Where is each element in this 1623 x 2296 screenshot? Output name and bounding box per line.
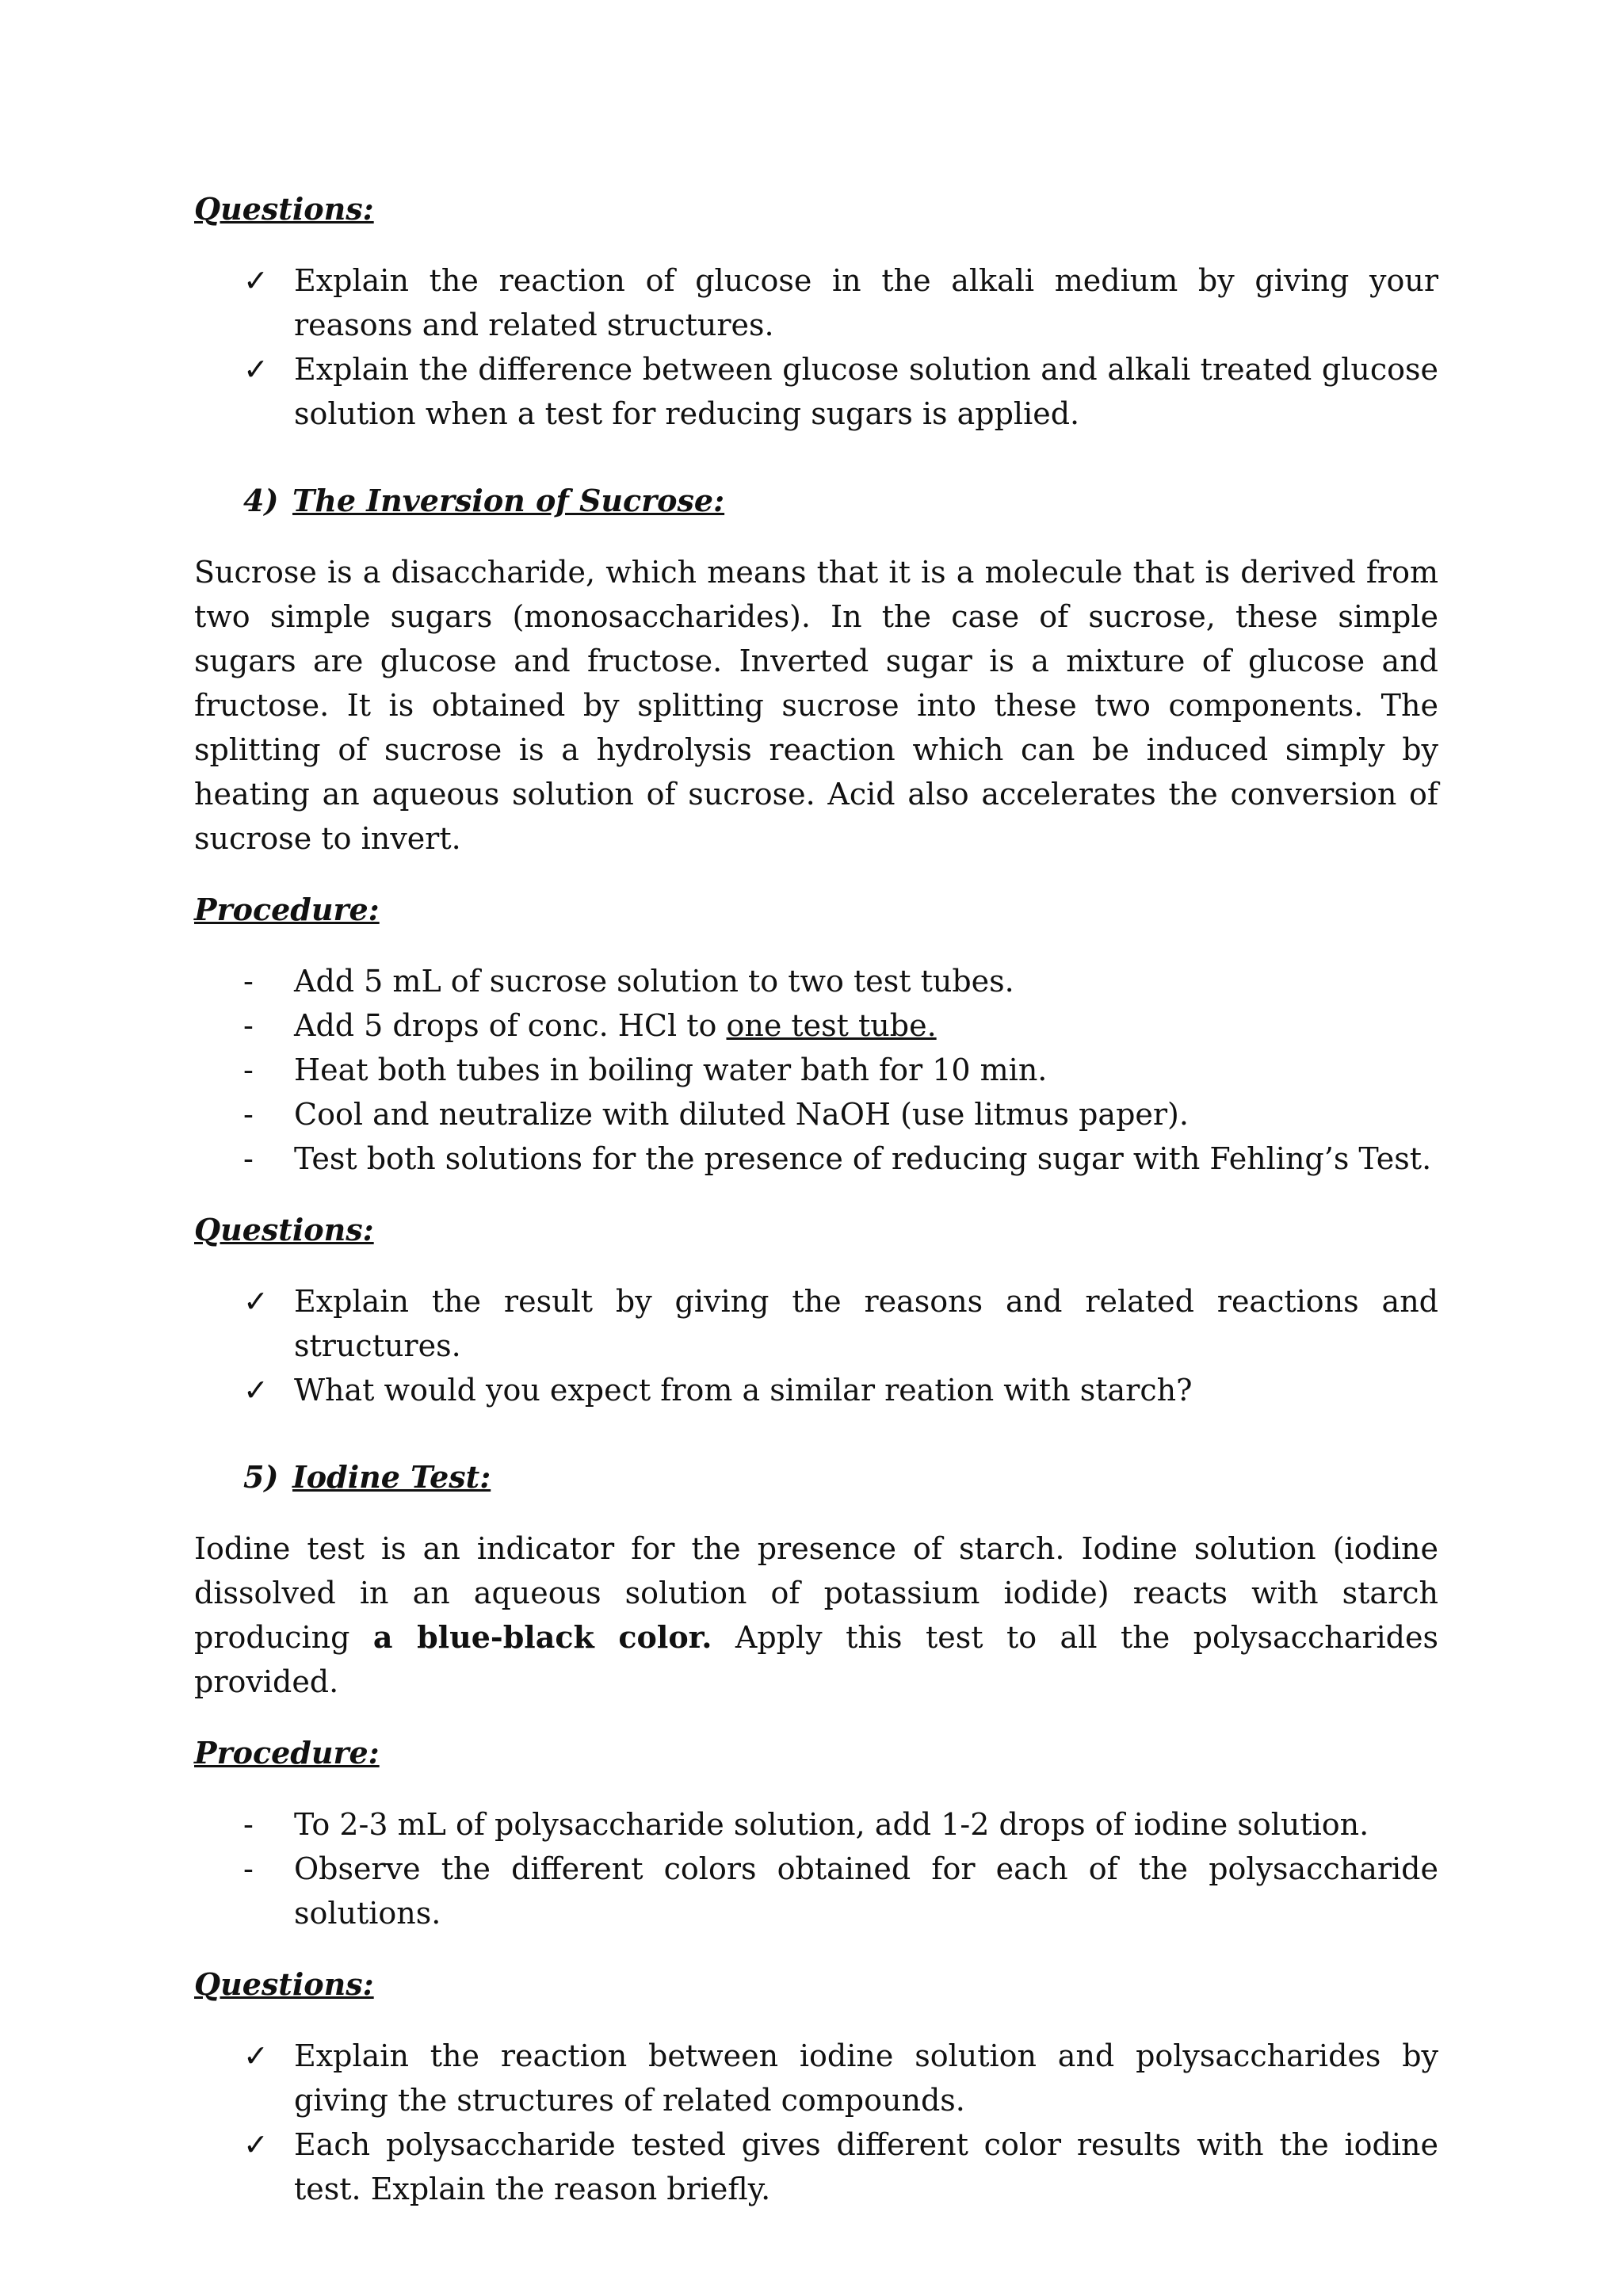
section-5-intro: Iodine test is an indicator for the presence of starch. Iodine solution (iodine dissolved in an aqueous solution of potassium iodide) reacts with starch producing a blue-black color. Apply this test to all the polysaccharides provided. xyxy=(194,1531,1438,1699)
list-item: ✓ Explain the difference between glucose solution and alkali treated glucose solution when a test for reducing sugars is applied. xyxy=(194,347,1438,436)
section-5-title: 5) Iodine Test: xyxy=(243,1459,491,1495)
dash-icon: - xyxy=(243,1851,254,1886)
section-4-title: 4) The Inversion of Sucrose: xyxy=(243,483,725,518)
check-icon: ✓ xyxy=(243,1284,269,1319)
list-item: - Add 5 mL of sucrose solution to two test tubes. xyxy=(194,959,1438,1003)
check-icon: ✓ xyxy=(243,263,269,298)
list-item: - Add 5 drops of conc. HCl to one test tube. xyxy=(194,1003,1438,1048)
list-item: - Heat both tubes in boiling water bath for 10 min. xyxy=(194,1048,1438,1092)
check-icon: ✓ xyxy=(243,352,269,387)
list-item: - Test both solutions for the presence of reducing sugar with Fehling’s Test. xyxy=(194,1137,1438,1181)
list-item: ✓ What would you expect from a similar reation with starch? xyxy=(194,1368,1438,1412)
procedure-list-5 xyxy=(194,1802,1438,1935)
dash-icon: - xyxy=(243,1807,254,1842)
questions-heading-1: Questions: xyxy=(194,191,374,227)
list-item: ✓ Each polysaccharide tested gives different color results with the iodine test. Explain the reason briefly. xyxy=(194,2122,1438,2211)
procedure-list-4 xyxy=(194,959,1438,1181)
check-icon: ✓ xyxy=(243,2038,269,2073)
check-icon: ✓ xyxy=(243,1373,269,1408)
dash-icon: - xyxy=(243,1141,254,1176)
list-item: - Cool and neutralize with diluted NaOH (use litmus paper). xyxy=(194,1092,1438,1137)
dash-icon: - xyxy=(243,1008,254,1043)
check-icon: ✓ xyxy=(243,2127,269,2162)
dash-icon: - xyxy=(243,1052,254,1087)
questions-heading-4: Questions: xyxy=(194,1212,374,1247)
section-4-intro: Sucrose is a disaccharide, which means that it is a molecule that is derived from two simple sugars (monosaccharides). In the case of sucrose, these simple sugars are glucose and fructose. Inverted sugar is a mixture of glucose and fructose. It is obtained by splitting sucrose into these two components. The splitting of sucrose is a hydrolysis reaction which can be induced simply by heating an aqueous solution of sucrose. Acid also accelerates the conversion of sucrose to invert. xyxy=(194,555,1438,856)
list-item: - Observe the different colors obtained for each of the polysaccharide solutions. xyxy=(194,1847,1438,1935)
list-item: ✓ Explain the result by giving the reasons and related reactions and structures. xyxy=(194,1279,1438,1368)
dash-icon: - xyxy=(243,1097,254,1132)
questions-heading-5: Questions: xyxy=(194,1966,374,2002)
list-item: ✓ Explain the reaction between iodine solution and polysaccharides by giving the structures of related compounds. xyxy=(194,2034,1438,2122)
document-page xyxy=(194,187,1438,2211)
questions-list-5 xyxy=(194,2034,1438,2211)
procedure-heading-4: Procedure: xyxy=(194,892,380,927)
questions-list-1 xyxy=(194,258,1438,436)
procedure-heading-5: Procedure: xyxy=(194,1735,380,1771)
questions-list-4 xyxy=(194,1279,1438,1412)
list-item: ✓ Explain the reaction of glucose in the alkali medium by giving your reasons and related structures. xyxy=(194,258,1438,347)
list-item: - To 2-3 mL of polysaccharide solution, add 1-2 drops of iodine solution. xyxy=(194,1802,1438,1847)
dash-icon: - xyxy=(243,964,254,999)
